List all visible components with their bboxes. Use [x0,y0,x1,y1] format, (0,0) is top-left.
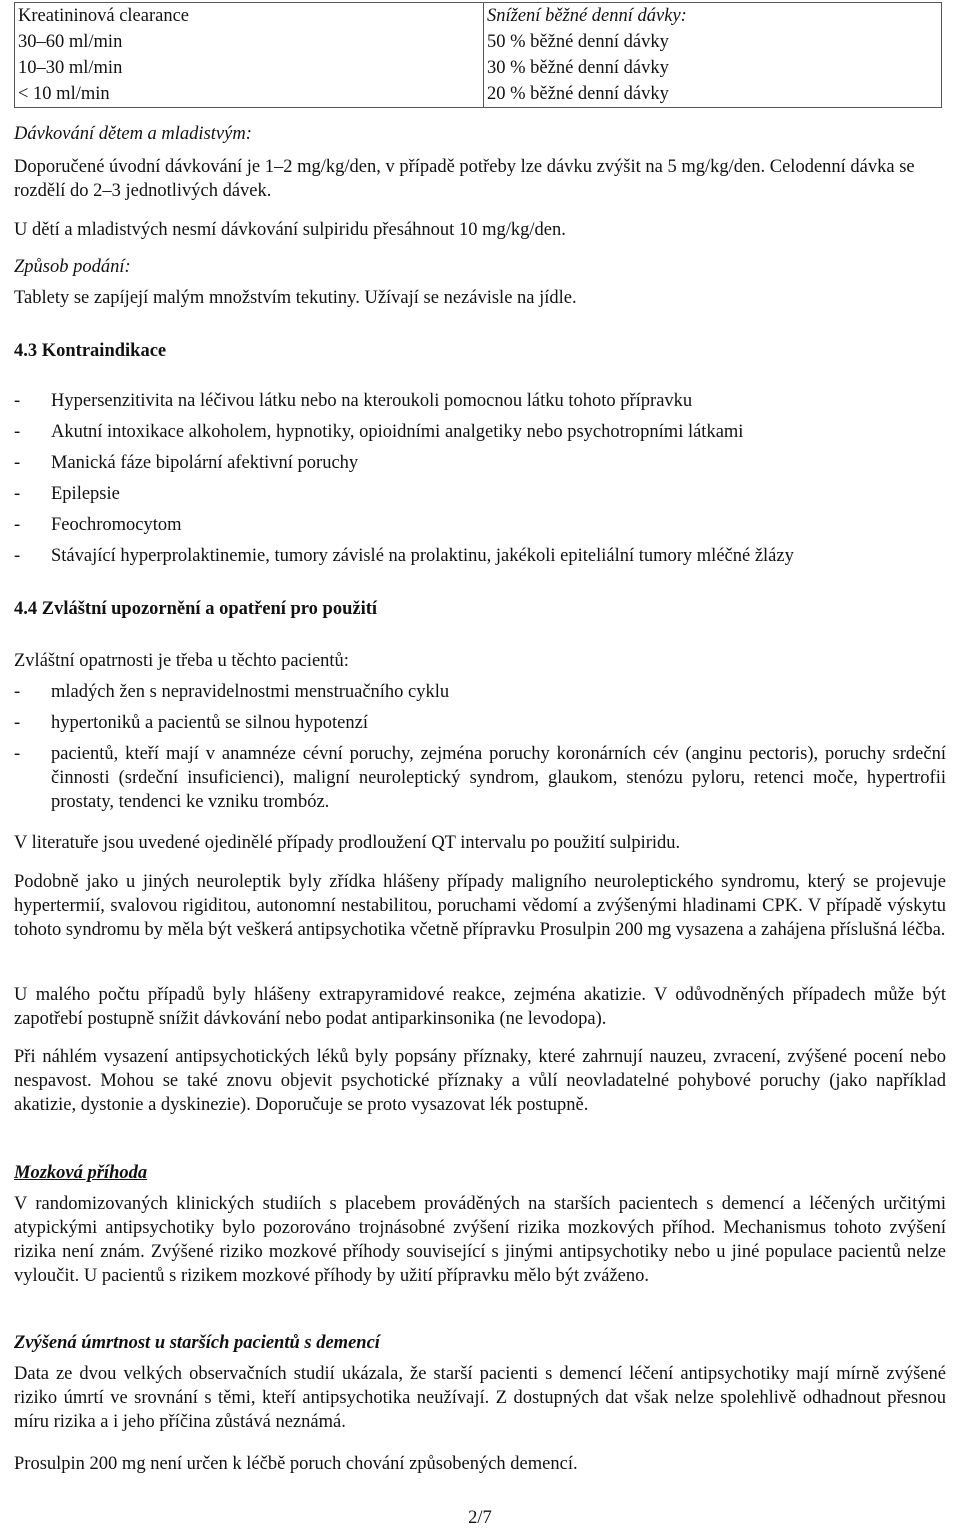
warnings-intro: Zvláštní opatrnosti je třeba u těchto pacientů: [14,651,349,671]
table-cell: 20 % běžné denní dávky [484,81,942,108]
table-cell: 30–60 ml/min [15,29,484,55]
list-item: - mladých žen s nepravidelnostmi menstruačního cyklu [14,680,946,711]
table-row [15,81,942,108]
table-cell: < 10 ml/min [15,81,484,108]
withdrawal-paragraph: Při náhlém vysazení antipsychotických léků byly popsány příznaky, které zahrnují nauzeu, zvracení, zvýšené pocení nebo nespavost. Mohou se také znovu objevit psychotické příznaky a vůlí neovladatelné pohybové poruchy (jako například akatizie, dystonie a dyskinezie). Doporučuje se proto vysazovat lék postupně. [14,1047,946,1115]
page-number: 2/7 [468,1508,492,1528]
nms-paragraph: Podobně jako u jiných neuroleptik byly zřídka hlášeny případy maligního neuroleptického syndromu, který se projevuje hypertermií, svalovou rigiditou, autonomní nestabilitou, poruchami vědomí a zvýšenými hladinami CPK. V případě výskytu tohoto syndromu by měla být veškerá antipsychotika včetně přípravku Prosulpin 200 mg vysazena a zahájena příslušná léčba. [14,872,946,940]
list-item: - Hypersenzitivita na léčivou látku nebo na kteroukoli pomocnou látku tohoto přípravku [14,389,946,420]
list-item: - Feochromocytom [14,513,946,544]
contraindications-list [14,389,946,575]
mortality-heading: Zvýšená úmrtnost u starších pacientů s demencí [14,1333,380,1353]
table-cell: Snížení běžné denní dávky: [484,3,942,30]
stroke-heading: Mozková příhoda [14,1163,148,1183]
table-cell: 10–30 ml/min [15,55,484,81]
list-item: - hypertoniků a pacientů se silnou hypotenzí [14,711,946,742]
table-row [15,55,942,81]
children-dosing-text: Doporučené úvodní dávkování je 1–2 mg/kg/den, v případě potřeby lze dávku zvýšit na 5 mg/kg/den. Celodenní dávka se rozdělí do 2–3 jednotlivých dávek. [14,157,915,201]
table-cell: 50 % běžné denní dávky [484,29,942,55]
list-item: - Akutní intoxikace alkoholem, hypnotiky, opioidními analgetiky nebo psychotropními látkami [14,420,946,451]
dementia-note: Prosulpin 200 mg není určen k léčbě poruch chování způsobených demencí. [14,1454,578,1474]
eps-paragraph: U malého počtu případů byly hlášeny extrapyramidové reakce, zejména akatizie. V odůvodněných případech může být zapotřebí postupně snížit dávkování nebo podat antiparkinsonika (ne levodopa). [14,985,946,1029]
list-item: - Epilepsie [14,482,946,513]
qt-paragraph: V literatuře jsou uvedené ojedinělé případy prodloužení QT intervalu po použití sulpiridu. [14,833,681,853]
stroke-paragraph: V randomizovaných klinických studiích s placebem prováděných na starších pacientech s demencí a léčených určitými atypickými antipsychotiky bylo pozorováno trojnásobné zvýšení rizika mozkových příhod. Mechanismus tohoto zvýšení rizika není znám. Zvýšené riziko mozkové příhody související s jinými antipsychotiky nebo u jiné populace pacientů nelze vyloučit. U pacientů s rizikem mozkové příhody by užití přípravku mělo být zváženo. [14,1194,946,1286]
warnings-list [14,680,946,814]
table-row [15,29,942,55]
list-item: - Stávající hyperprolaktinemie, tumory závislé na prolaktinu, jakékoli epiteliální tumory mléčné žlázy [14,544,946,575]
children-max-dose-text: U dětí a mladistvých nesmí dávkování sulpiridu přesáhnout 10 mg/kg/den. [14,220,566,240]
administration-text: Tablety se zapíjejí malým množstvím tekutiny. Užívají se nezávisle na jídle. [14,288,577,308]
contraindications-heading: 4.3 Kontraindikace [14,341,167,361]
table-cell: Kreatininová clearance [15,3,484,30]
warnings-heading: 4.4 Zvláštní upozornění a opatření pro použití [14,599,378,619]
mortality-paragraph: Data ze dvou velkých observačních studií ukázala, že starší pacienti s demencí léčení antipsychotiky mají mírně zvýšené riziko úmrtí ve srovnání s těmi, kteří antipsychotika neužívají. Z dostupných dat však nelze spolehlivě odhadnout přesnou míru rizika a i jeho příčina zůstává neznámá. [14,1364,946,1432]
children-dosing-heading: Dávkování dětem a mladistvým: [14,124,252,144]
table-cell: 30 % běžné denní dávky [484,55,942,81]
administration-heading: Způsob podání: [14,257,131,277]
table-row [15,3,942,30]
list-item: - pacientů, kteří mají v anamnéze cévní poruchy, zejména poruchy koronárních cév (anginu pectoris), poruchy srdeční činnosti (srdeční insuficienci), maligní neuroleptický syndrom, glaukom, stenózu pyloru, retenci moče, hypertrofii prostaty, tendenci ke vzniku trombóz. [14,742,946,814]
renal-dose-table [14,2,942,108]
list-item: - Manická fáze bipolární afektivní poruchy [14,451,946,482]
